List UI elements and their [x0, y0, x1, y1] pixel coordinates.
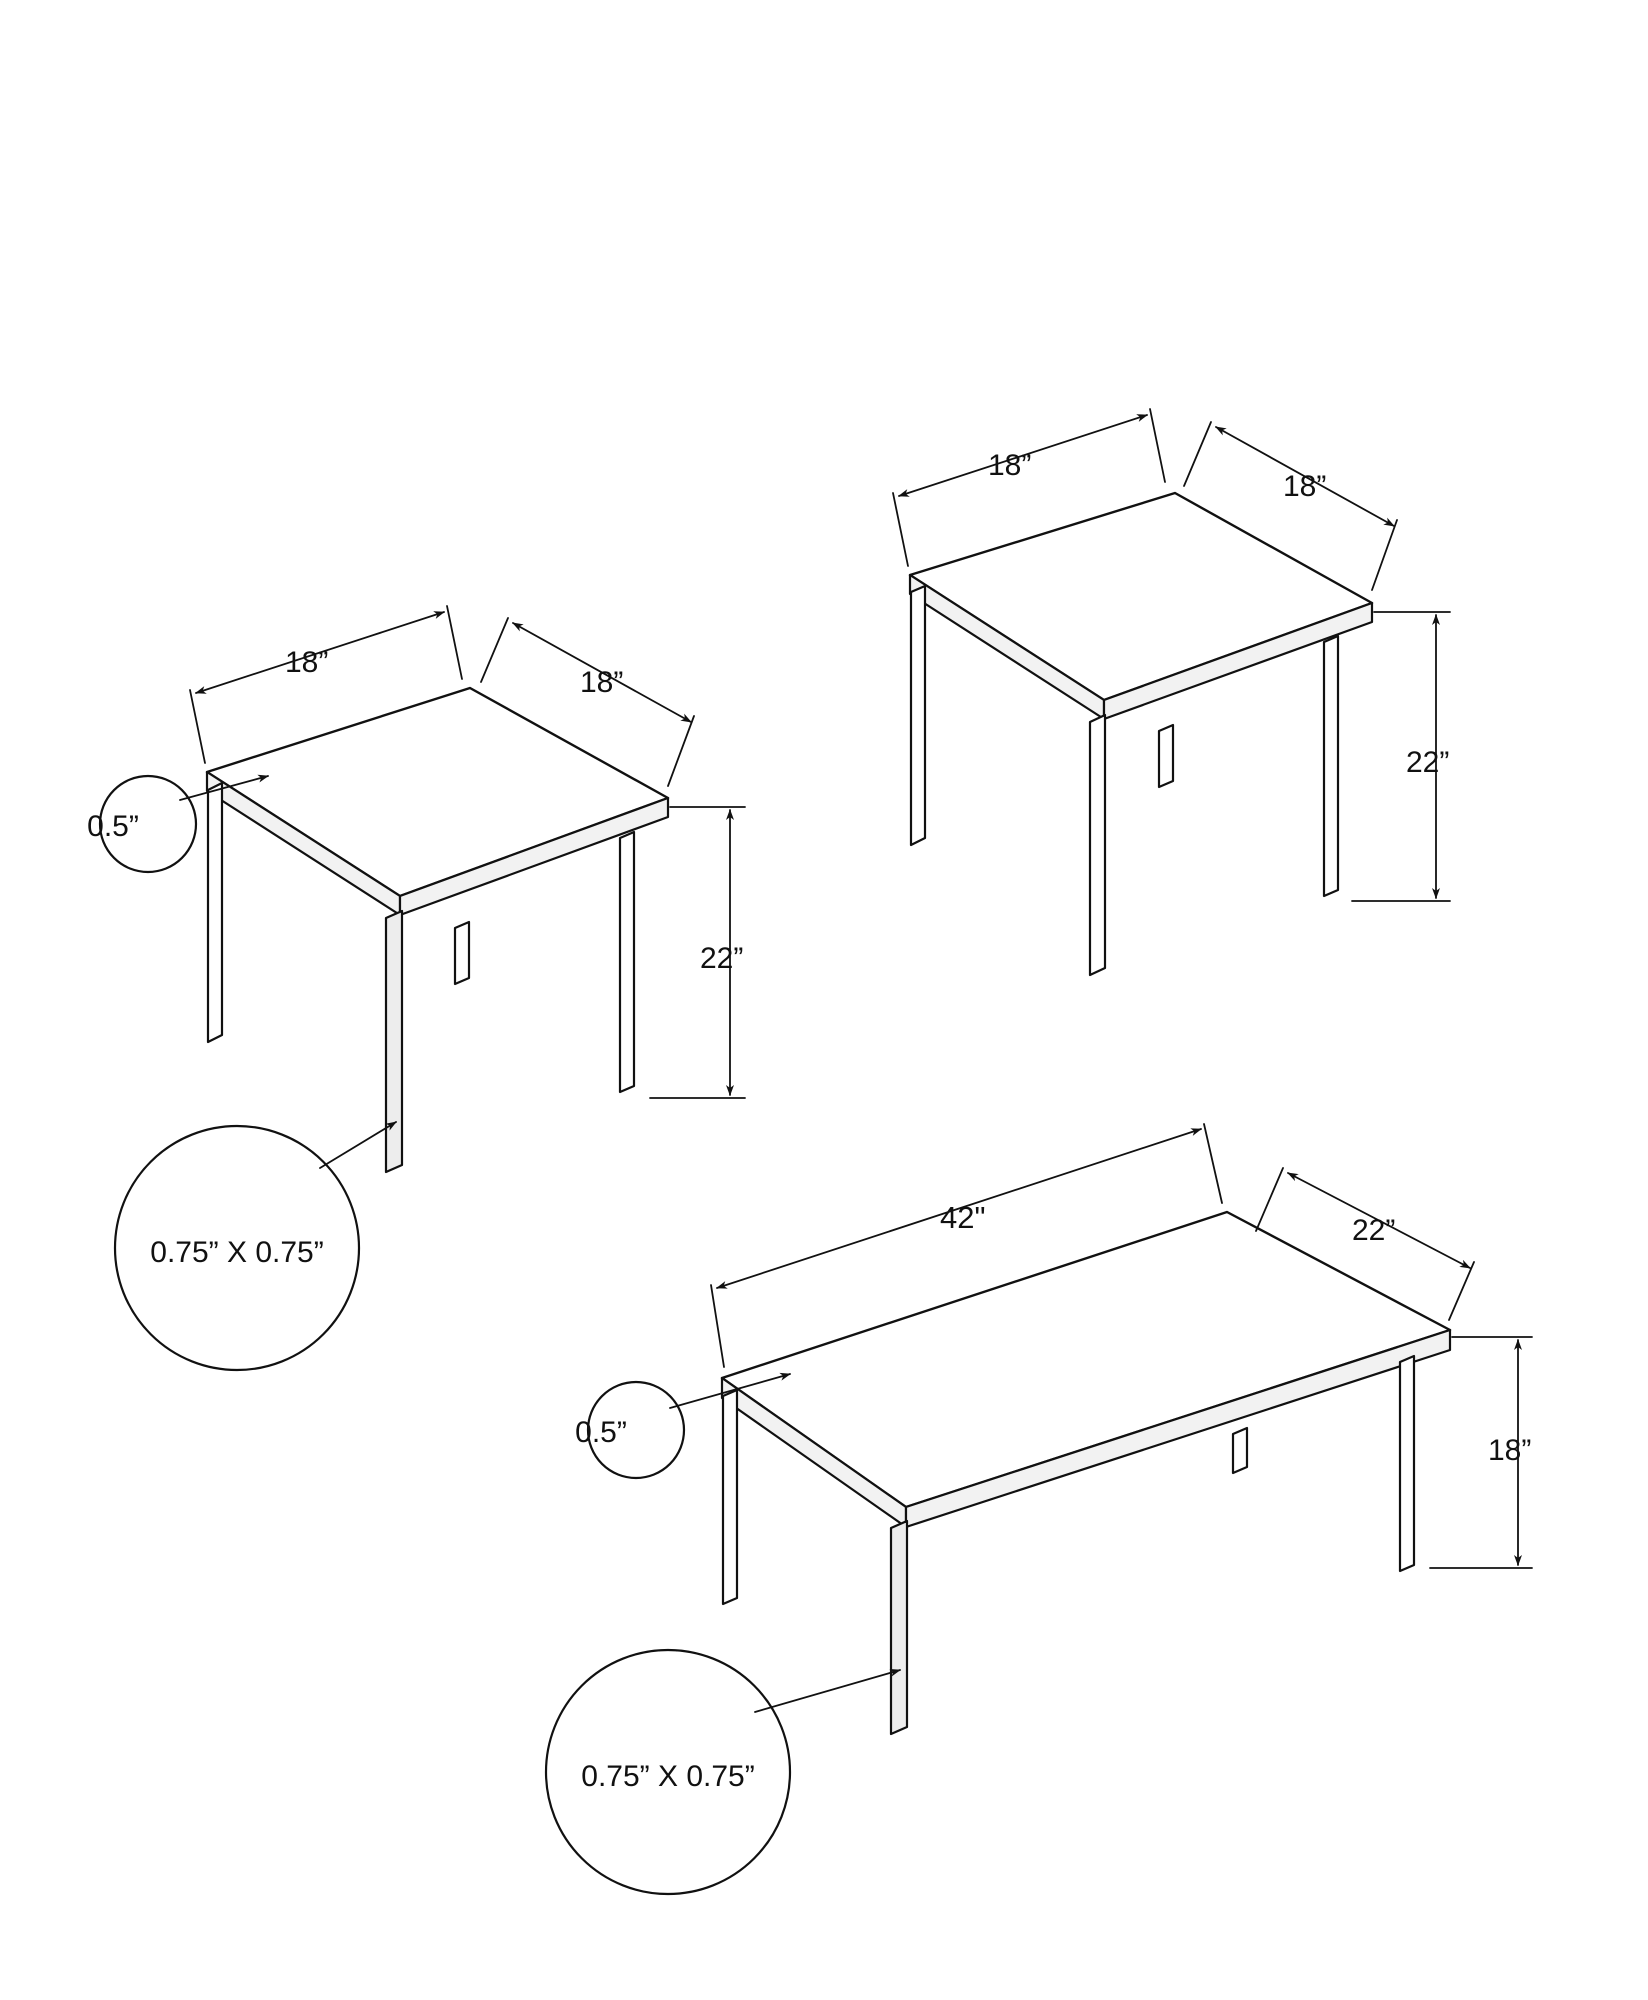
dim-t1-height: [650, 807, 745, 1098]
dim-label-t1-height: 22”: [700, 942, 744, 975]
dim-label-t2-depth: 18”: [1283, 470, 1327, 503]
end-table-right-illustration: [910, 493, 1372, 975]
callout-label-t3-thickness: 0.5”: [575, 1416, 627, 1449]
coffee-table-illustration: [722, 1212, 1450, 1734]
dim-label-t1-width: 18”: [285, 646, 329, 679]
dim-t2-height: [1352, 612, 1450, 901]
callout-label-t1-thickness: 0.5”: [87, 810, 139, 843]
dim-label-t2-height: 22”: [1406, 746, 1450, 779]
dim-label-t2-width: 18”: [988, 449, 1032, 482]
callout-t1-leg: [115, 1122, 396, 1370]
callout-label-t1-leg: 0.75” X 0.75”: [150, 1236, 324, 1269]
dim-label-t3-width: 42": [940, 1200, 986, 1235]
dim-label-t3-height: 18”: [1488, 1434, 1532, 1467]
dim-label-t3-depth: 22”: [1352, 1214, 1396, 1247]
callout-t3-leg: [546, 1650, 900, 1894]
end-table-left-illustration: [207, 688, 668, 1172]
callout-label-t3-leg: 0.75” X 0.75”: [581, 1760, 755, 1793]
dim-t3-height: [1430, 1337, 1532, 1568]
dim-label-t1-depth: 18”: [580, 666, 624, 699]
